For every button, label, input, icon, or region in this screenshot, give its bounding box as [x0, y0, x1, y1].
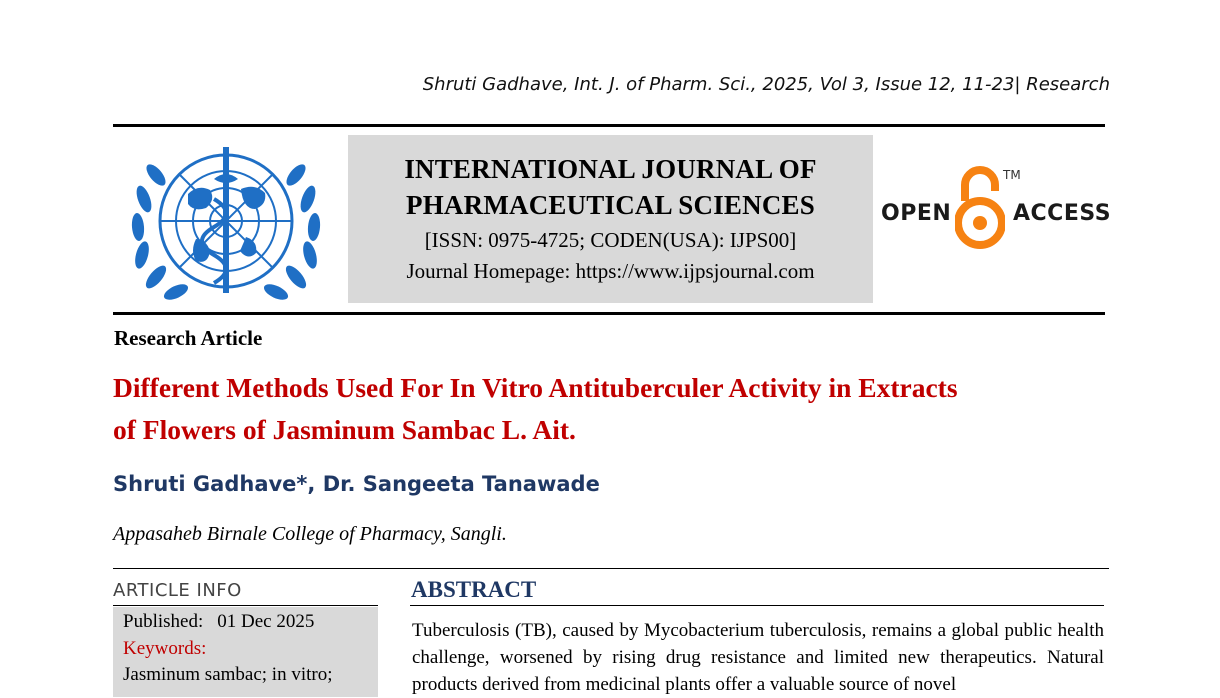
journal-homepage: Journal Homepage: https://www.ijpsjournal.com [406, 259, 815, 283]
abstract-rule [410, 605, 1104, 606]
un-emblem-logo [126, 139, 326, 305]
open-access-access-text: ACCESS [1013, 201, 1112, 226]
journal-title [348, 151, 873, 223]
authors: Shruti Gadhave*, Dr. Sangeeta Tanawade [113, 472, 600, 496]
keywords-text: Jasminum sambac; in vitro; [123, 664, 333, 685]
journal-masthead [348, 135, 873, 303]
published-label: Published: [123, 611, 204, 632]
published-date: 01 Dec 2025 [217, 611, 315, 632]
open-access-trademark: TM [1003, 168, 1021, 182]
article-type: Research Article [114, 326, 263, 350]
journal-title-line1: INTERNATIONAL JOURNAL OF [404, 154, 817, 184]
running-header: Shruti Gadhave, Int. J. of Pharm. Sci., 2025, Vol 3, Issue 12, 11-23| Research [422, 74, 1110, 95]
article-info-heading: ARTICLE INFO [113, 580, 242, 601]
affiliation: Appasaheb Birnale College of Pharmacy, Sangli. [113, 523, 507, 545]
published-row [123, 611, 314, 633]
header-rule-top [113, 124, 1105, 127]
article-title-line2: of Flowers of Jasminum Sambac L. Ait. [113, 414, 576, 445]
article-title [113, 367, 1113, 451]
abstract-text: Tuberculosis (TB), caused by Mycobacterium tuberculosis, remains a global public health challenge, worsened by rising drug resistance and limited new therapeutics. Natural products derived from medicinal plants offer a valuable source of novel [412, 620, 1104, 695]
abstract-heading: ABSTRACT [411, 577, 537, 602]
article-title-line1: Different Methods Used For In Vitro Antituberculer Activity in Extracts [113, 372, 958, 403]
journal-issn: [ISSN: 0975-4725; CODEN(USA): IJPS00] [424, 228, 797, 252]
open-access-lock-icon [955, 165, 1005, 251]
journal-title-line2: PHARMACEUTICAL SCIENCES [406, 190, 815, 220]
open-access-open-text: OPEN [881, 201, 952, 226]
header-rule-bottom [113, 312, 1105, 315]
section-divider [113, 568, 1109, 569]
article-info-rule [113, 605, 378, 606]
keywords-label: Keywords: [123, 638, 207, 659]
